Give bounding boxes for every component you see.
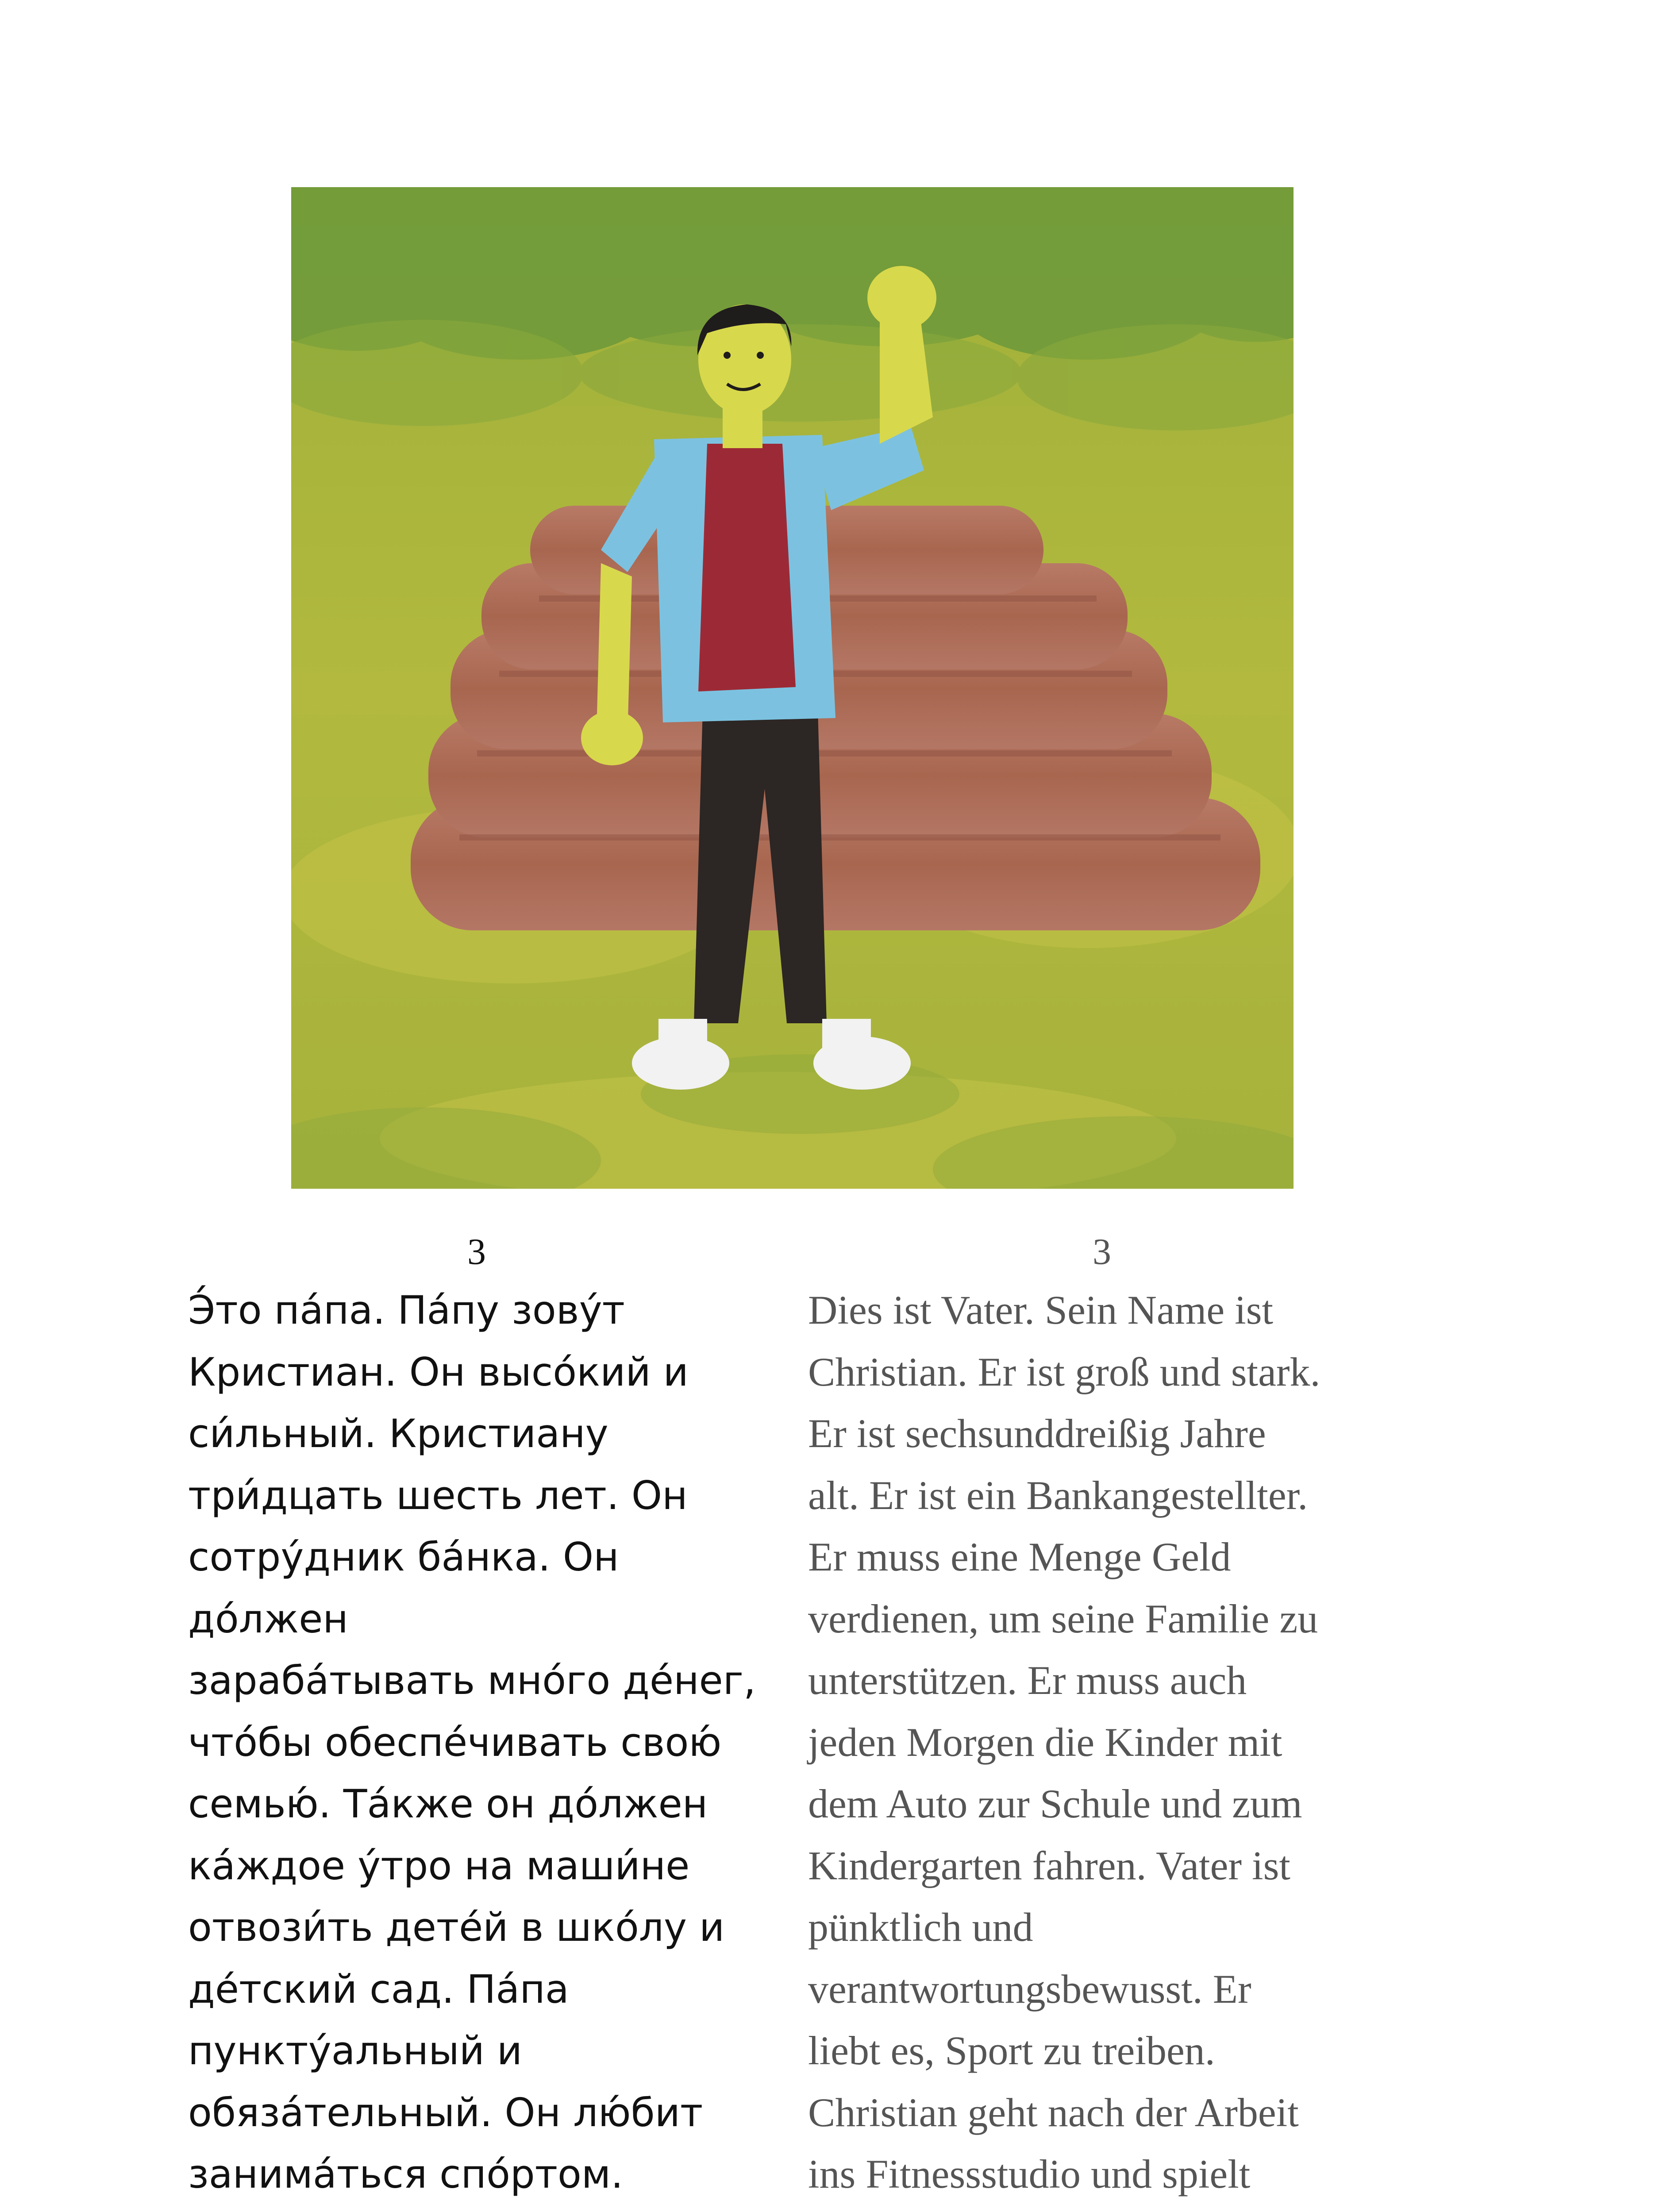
russian-section-number: 3 xyxy=(467,1231,486,1272)
german-section-number: 3 xyxy=(1093,1231,1111,1272)
german-paragraph: Dies ist Vater. Sein Name ist Christian. Er ist groß und stark. Er ist sechsunddreißig Jahre alt. Er ist ein Bankangestellter. Er muss eine Menge Geld verdienen, um seine Familie zu unterstützen. Er muss auch jeden Morgen die Kinder mit dem Auto zur Schule und zum Kindergarten fahren. Vater ist pünktlich und verantwortungsbewusst. Er liebt es, Sport zu treiben. Christian geht nach der Arbeit ins Fitnessstudio und spielt xyxy=(808,1287,1321,2197)
russian-paragraph: Э́то па́па. Па́пу зову́т Кристиан. Он высо́кий и си́льный. Кристиану три́дцать шесть лет. Он сотру́дник ба́нка. Он до́лжен зараба́тывать мно́го де́нег, что́бы обеспе́чивать свою́ семью́. Та́кже он до́лжен ка́ждое у́тро на маши́не отвози́ть дете́й в шко́лу и де́тский сад. Па́па пункту́альный и обяза́тельный. Он лю́бит занима́ться спо́ртом. xyxy=(188,1287,756,2197)
illustration-image xyxy=(291,187,1294,1189)
